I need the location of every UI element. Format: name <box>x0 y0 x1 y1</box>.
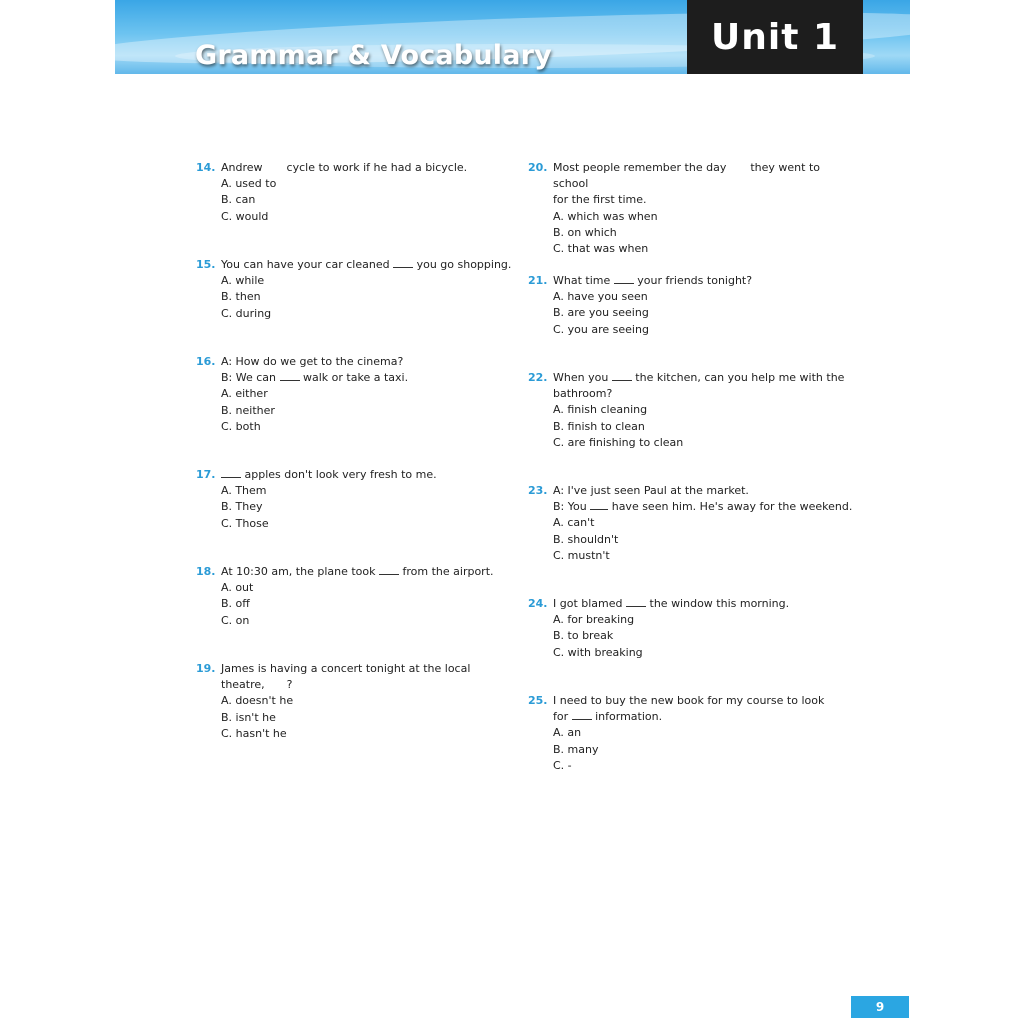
question-stem: A: I've just seen Paul at the market. <box>553 484 749 497</box>
option: A. used to <box>221 177 277 191</box>
option: B. to break <box>553 629 614 643</box>
option: B. many <box>553 742 599 756</box>
page-number: 9 <box>851 996 909 1018</box>
question-stem: What time your friends tonight? <box>553 274 753 287</box>
right-question-column <box>528 160 858 774</box>
question-stem: for information. <box>553 710 663 724</box>
option: C. you are seeing <box>553 322 649 336</box>
option: B. off <box>221 597 250 611</box>
question-number: 23. <box>528 484 548 497</box>
option: B. on which <box>553 225 617 239</box>
option: C. mustn't <box>553 548 610 562</box>
option: B. are you seeing <box>553 306 649 320</box>
option: A. while <box>221 274 265 288</box>
option: A. out <box>221 581 254 595</box>
question-19 <box>196 661 516 742</box>
question-22 <box>528 370 858 483</box>
question-stem: B: You have seen him. He's away for the weekend. <box>553 500 853 514</box>
question-stem: At 10:30 am, the plane took from the airport. <box>221 565 494 578</box>
question-stem: I got blamed the window this morning. <box>553 597 790 610</box>
question-stem: When you the kitchen, can you help me with the <box>553 371 845 384</box>
question-stem: apples don't look very fresh to me. <box>221 467 516 483</box>
question-15 <box>196 257 516 354</box>
option: C. both <box>221 419 261 433</box>
option: A. finish cleaning <box>553 403 648 417</box>
question-stem: I need to buy the new book for my course to look <box>553 694 825 707</box>
option: B. then <box>221 290 261 304</box>
question-stem: You can have your car cleaned you go shopping. <box>221 258 512 271</box>
option: C. hasn't he <box>221 726 287 740</box>
option: B. isn't he <box>221 710 276 724</box>
question-number: 24. <box>528 597 548 610</box>
option: A. an <box>553 726 582 740</box>
option: A. either <box>221 387 268 401</box>
question-18 <box>196 564 516 661</box>
question-24 <box>528 596 858 693</box>
question-number: 19. <box>196 662 216 675</box>
question-16 <box>196 354 516 467</box>
question-25 <box>528 693 858 774</box>
question-number: 18. <box>196 565 216 578</box>
question-21 <box>528 273 858 370</box>
option: C. that was when <box>553 242 649 256</box>
question-stem: theatre, ? <box>221 678 293 692</box>
question-number: 20. <box>528 161 548 174</box>
question-14 <box>196 160 516 257</box>
option: A. can't <box>553 516 595 530</box>
option: C. Those <box>221 516 269 530</box>
question-number: 15. <box>196 258 216 271</box>
question-17 <box>196 467 516 564</box>
option: B. neither <box>221 403 275 417</box>
option: C. - <box>553 758 572 772</box>
question-stem: bathroom? <box>553 387 613 401</box>
question-number: 21. <box>528 274 548 287</box>
section-title: Grammar & Vocabulary <box>195 40 552 71</box>
option: A. for breaking <box>553 613 635 627</box>
question-stem: Andrew cycle to work if he had a bicycle. <box>221 161 468 174</box>
question-number: 22. <box>528 371 548 384</box>
question-stem: for the first time. <box>553 193 647 207</box>
option: A. have you seen <box>553 290 648 304</box>
option: B. finish to clean <box>553 419 645 433</box>
option: C. with breaking <box>553 645 643 659</box>
question-number: 17. <box>196 468 216 481</box>
question-stem: James is having a concert tonight at the local <box>221 662 471 675</box>
left-question-column <box>196 160 516 742</box>
option: A. doesn't he <box>221 694 294 708</box>
question-stem: Most people remember the day they went to school <box>553 161 820 191</box>
option: C. during <box>221 306 272 320</box>
option: C. would <box>221 209 269 223</box>
option: B. shouldn't <box>553 532 619 546</box>
option: A. which was when <box>553 209 658 223</box>
option: B. can <box>221 193 256 207</box>
option: A. Them <box>221 484 267 498</box>
question-23 <box>528 483 858 596</box>
question-stem: A: How do we get to the cinema? <box>221 355 404 368</box>
question-number: 14. <box>196 161 216 174</box>
question-stem: B: We can walk or take a taxi. <box>221 371 409 385</box>
question-20 <box>528 160 858 273</box>
question-number: 25. <box>528 694 548 707</box>
option: C. are finishing to clean <box>553 435 684 449</box>
option: C. on <box>221 613 250 627</box>
question-number: 16. <box>196 355 216 368</box>
unit-label: Unit 1 <box>687 0 863 74</box>
option: B. They <box>221 500 263 514</box>
